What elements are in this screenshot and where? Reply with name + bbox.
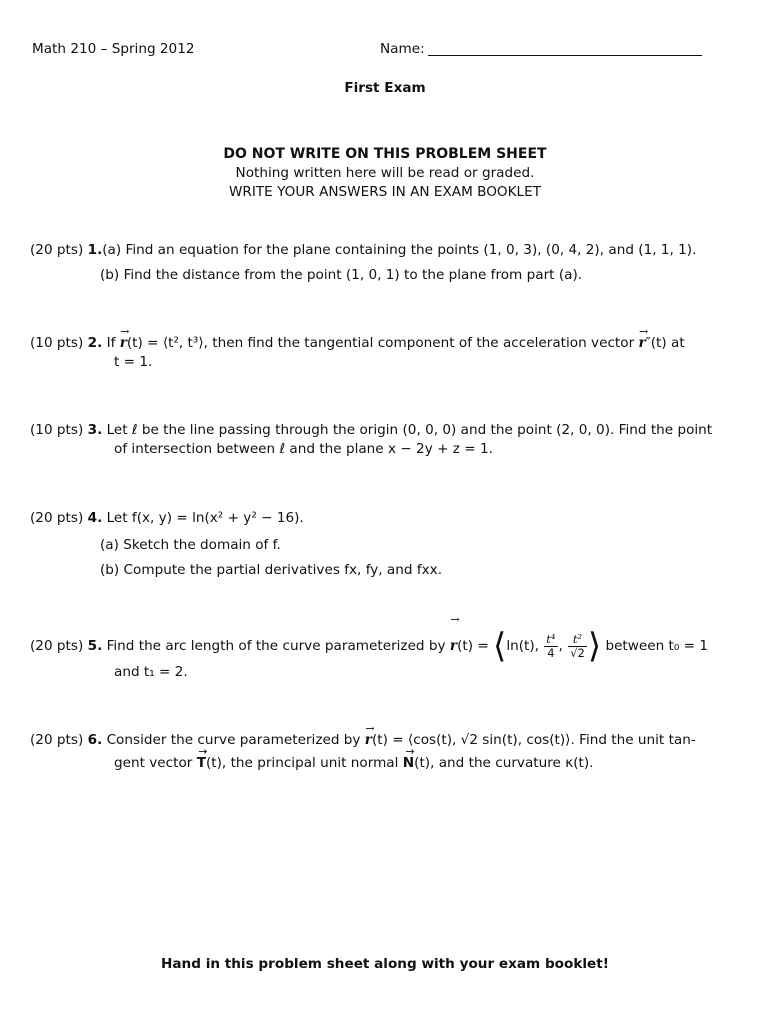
vector-arrow-icon: → [638, 325, 649, 338]
problem-4a: (a) Sketch the domain of f. [100, 537, 281, 553]
vector-r: → r [638, 325, 649, 351]
vector-arrow-icon: → [405, 745, 415, 758]
problem-1a-label: (a) [102, 242, 122, 258]
problem-5-number: 5. [87, 638, 103, 654]
problem-2-points: (10 pts) [30, 335, 84, 351]
vector-T: → T [196, 745, 208, 771]
problem-1b [100, 266, 582, 284]
vector-N: → N [403, 754, 414, 772]
problem-2-text-b: (t) = ⟨t², t³⟩, then find the tangential component of the acceleration vector [126, 335, 635, 351]
problem-6-text-b: (t) = ⟨cos(t), √2 sin(t), cos(t)⟩. Find the unit tan- [371, 732, 696, 748]
right-angle-bracket: ⟩ [587, 626, 602, 666]
vector-arrow-icon: → [365, 722, 375, 735]
vector-r: → r [364, 722, 375, 748]
problem-2-text-c: ″(t) at [645, 335, 685, 351]
exam-title: First Exam [344, 80, 426, 96]
problem-5-ln: ln(t), [506, 638, 539, 654]
problem-3-line-1: Let ℓ be the line passing through the origin (0, 0, 0) and the point (2, 0, 0). Find the point [106, 422, 713, 438]
problem-6-points: (20 pts) [30, 732, 84, 748]
problem-4-number: 4. [87, 510, 103, 526]
left-angle-bracket: ⟨ [493, 626, 507, 666]
course-title: Math 210 – Spring 2012 [32, 41, 195, 57]
notice-heading: DO NOT WRITE ON THIS PROBLEM SHEET [223, 146, 547, 162]
problem-5-text-b: (t) = [457, 638, 489, 654]
problem-1 [30, 241, 696, 259]
notice-line-2: Nothing written here will be read or graded. [235, 165, 535, 181]
problem-5-text-a: Find the arc length of the curve parameterized by [106, 638, 446, 654]
problem-2 [30, 325, 685, 352]
name-blank-line [428, 55, 702, 56]
problem-4b: (b) Compute the partial derivatives fx, fy, and fxx. [100, 562, 443, 578]
problem-6-line-2-c: (t), and the curvature κ(t). [414, 755, 594, 771]
problem-6-number: 6. [87, 732, 103, 748]
problem-2-number: 2. [87, 335, 103, 351]
problem-2-text-a: If [106, 335, 116, 351]
problem-3-points: (10 pts) [30, 422, 84, 438]
problem-5-text-c: between t₀ = 1 [605, 638, 709, 654]
fraction-t2-over-sqrt2: $\frac{\text{t²}}{√2}$ [570, 631, 585, 660]
vector-arrow-icon: → [120, 325, 130, 338]
footer-instruction: Hand in this problem sheet along with your exam booklet! [161, 956, 609, 972]
problem-1a-text: Find an equation for the plane containing the points (1, 0, 3), (0, 4, 2), and (1, 1, 1). [125, 242, 697, 258]
problem-5-points: (20 pts) [30, 638, 84, 654]
problem-1b-text: Find the distance from the point (1, 0, 1) to the plane from part (a). [123, 267, 583, 283]
problem-3 [30, 421, 712, 439]
problem-1-number: 1. [87, 242, 103, 258]
notice-line-3: WRITE YOUR ANSWERS IN AN EXAM BOOKLET [228, 184, 541, 200]
vector-arrow-icon: → [198, 745, 208, 758]
problem-1b-label: (b) [100, 267, 120, 283]
problem-6-line-2 [114, 745, 594, 772]
problem-6 [30, 722, 696, 749]
problem-4-points: (20 pts) [30, 510, 84, 526]
problem-4 [30, 509, 304, 527]
problem-5: (20 pts) 5. Find the arc length of the curve parameterized by → r(t) = ⟨ln(t), $\frac{\text{t⁴}}{4}$ , $\frac{\text{t²}}{√2}$ ⟩ between t₀ = 1 [30, 622, 708, 670]
problem-1-points: (20 pts) [30, 242, 84, 258]
fraction-t4-over-4: $\frac{\text{t⁴}}{4}$ [546, 631, 556, 660]
problem-6-text-a: Consider the curve parameterized by [106, 732, 361, 748]
name-label: Name: [380, 41, 425, 57]
problem-5-line-2: and t₁ = 2. [114, 664, 188, 680]
vector-r: → r [449, 613, 460, 654]
problem-6-line-2-a: gent vector [114, 755, 193, 771]
problem-3-number: 3. [87, 422, 103, 438]
problem-2-line-2: t = 1. [114, 354, 153, 370]
problem-4-line-1: Let f(x, y) = ln(x² + y² − 16). [106, 510, 304, 526]
vector-r: → r [119, 325, 130, 351]
vector-arrow-icon: → [450, 613, 460, 626]
problem-6-line-2-b: (t), the principal unit normal [206, 755, 399, 771]
problem-3-line-2: of intersection between ℓ and the plane x − 2y + z = 1. [114, 441, 493, 457]
